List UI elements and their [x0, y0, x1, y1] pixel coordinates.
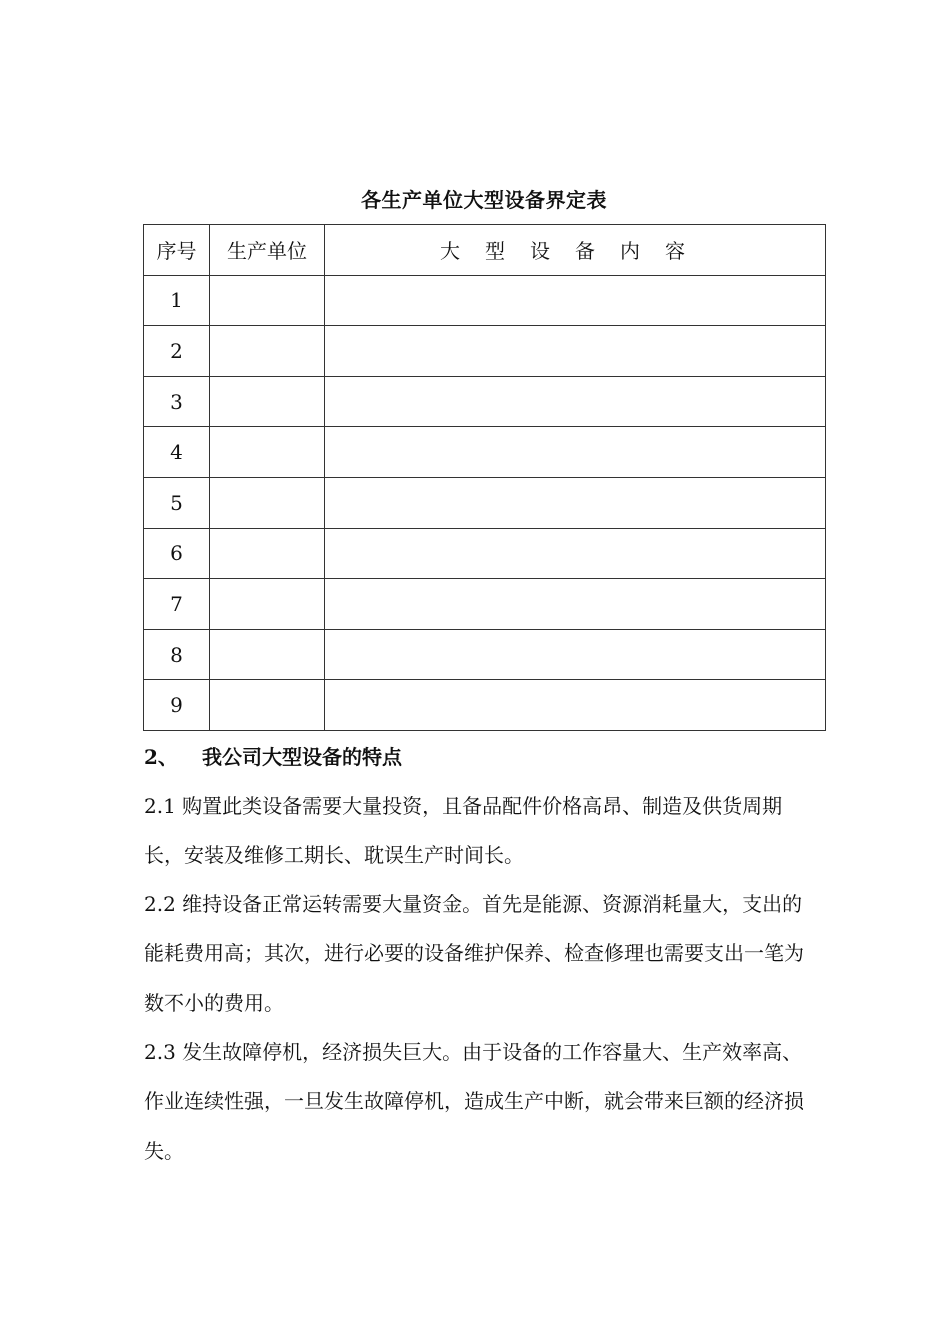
section-title: 我公司大型设备的特点 [202, 745, 402, 769]
row-seq: 4 [144, 427, 210, 478]
row-seq: 3 [144, 376, 210, 427]
table-row [144, 528, 826, 579]
row-content [325, 680, 826, 731]
section-number: 2、 [144, 745, 178, 769]
row-seq: 9 [144, 680, 210, 731]
row-unit [210, 427, 325, 478]
row-seq: 5 [144, 477, 210, 528]
paragraph-2-3: 2.3 发生故障停机，经济损失巨大。由于设备的工作容量大、生产效率高、作业连续性强，一旦发生故障停机，造成生产中断，就会带来巨额的经济损失。 [144, 1040, 804, 1163]
row-content [325, 528, 826, 579]
row-content [325, 629, 826, 680]
header-seq: 序号 [144, 225, 210, 276]
table-row [144, 427, 826, 478]
row-content [325, 376, 826, 427]
table-row [144, 579, 826, 630]
table-row [144, 680, 826, 731]
row-seq: 6 [144, 528, 210, 579]
row-unit [210, 579, 325, 630]
row-unit [210, 477, 325, 528]
row-seq: 7 [144, 579, 210, 630]
table-title: 各生产单位大型设备界定表 [361, 188, 607, 212]
section-heading [144, 742, 402, 772]
row-unit [210, 680, 325, 731]
row-content [325, 326, 826, 377]
header-unit: 生产单位 [210, 225, 325, 276]
row-unit [210, 376, 325, 427]
paragraph-2-1: 2.1 购置此类设备需要大量投资，且备品配件价格高昂、制造及供货周期长，安装及维修工期长、耽误生产时间长。 [144, 794, 783, 868]
row-seq: 8 [144, 629, 210, 680]
row-unit [210, 326, 325, 377]
table-row [144, 275, 826, 326]
row-unit [210, 275, 325, 326]
row-content [325, 427, 826, 478]
header-content: 大型设备内容 [325, 225, 826, 276]
equipment-definition-table [143, 224, 826, 731]
row-content [325, 579, 826, 630]
paragraph-2-2: 2.2 维持设备正常运转需要大量资金。首先是能源、资源消耗量大，支出的能耗费用高；其次，进行必要的设备维护保养、检查修理也需要支出一笔为数不小的费用。 [144, 892, 804, 1015]
row-content [325, 275, 826, 326]
row-seq: 1 [144, 275, 210, 326]
table-row [144, 629, 826, 680]
table-row [144, 376, 826, 427]
table-row [144, 477, 826, 528]
table-header-row [144, 225, 826, 276]
row-seq: 2 [144, 326, 210, 377]
row-content [325, 477, 826, 528]
row-unit [210, 528, 325, 579]
row-unit [210, 629, 325, 680]
table-row [144, 326, 826, 377]
